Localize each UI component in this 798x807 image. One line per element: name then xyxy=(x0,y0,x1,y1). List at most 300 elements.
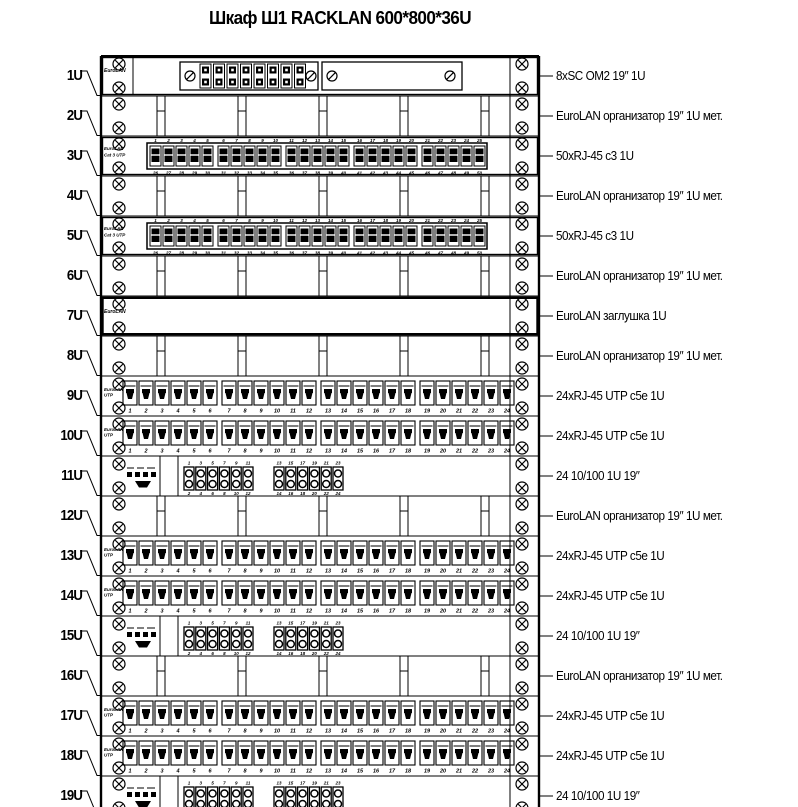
port-number: 3 xyxy=(180,217,183,223)
screw-slotted-icon xyxy=(327,71,337,81)
shape xyxy=(241,389,249,393)
shape xyxy=(135,472,140,477)
rj45-port xyxy=(222,541,236,565)
port-number: 5 xyxy=(211,780,214,786)
switch-port-pair xyxy=(321,787,331,807)
port-hole xyxy=(323,801,330,807)
shape xyxy=(471,749,479,753)
plug-shape xyxy=(290,553,297,559)
organizer-ring xyxy=(481,96,489,136)
notch xyxy=(384,243,387,246)
port-number: 45 xyxy=(408,250,415,256)
port-number: 14 xyxy=(276,651,282,656)
plug-shape xyxy=(456,393,463,399)
plug-shape xyxy=(242,553,249,559)
notch xyxy=(180,243,183,246)
port-number: 1 xyxy=(187,620,191,626)
switch-port-pair xyxy=(196,787,206,807)
port-hole xyxy=(186,630,193,637)
plug-shape xyxy=(504,753,511,759)
organizer-ring xyxy=(481,176,489,216)
port-number: 4 xyxy=(193,137,196,143)
switch-port-pair xyxy=(333,627,343,650)
plug-shape xyxy=(226,393,233,399)
leader-line xyxy=(80,671,553,696)
panel-brand-label: EuroLAN xyxy=(104,309,126,315)
port-number: 13 xyxy=(314,137,321,143)
organizer-ring xyxy=(238,96,246,136)
port-hole xyxy=(197,801,204,807)
port-number: 2 xyxy=(187,491,191,496)
shape xyxy=(356,589,364,593)
port-number: 18 xyxy=(404,608,412,615)
rj45-port xyxy=(420,741,434,765)
plug-shape xyxy=(373,593,380,599)
rj45-port xyxy=(461,146,472,166)
port-hole xyxy=(209,790,216,797)
rj45-port xyxy=(452,741,466,765)
port-number: 21 xyxy=(455,608,463,615)
rj45-port xyxy=(380,226,391,246)
plug-shape xyxy=(290,713,297,719)
switch-port-pair xyxy=(208,627,218,650)
port-number: 21 xyxy=(455,728,463,735)
rj45-port xyxy=(238,541,252,565)
rj45-port xyxy=(385,421,399,445)
shape xyxy=(503,429,511,433)
rj45-port xyxy=(500,701,514,725)
port-number: 2 xyxy=(167,217,170,223)
port-number: 12 xyxy=(305,568,313,575)
port-number: 19 xyxy=(423,728,431,735)
rj45-port xyxy=(163,226,174,246)
switch-port-pair xyxy=(309,467,319,490)
port-number: 24 xyxy=(503,448,511,455)
plug-shape xyxy=(226,593,233,599)
organizer-ring xyxy=(400,336,408,376)
organizer-ring xyxy=(481,496,489,536)
plug-shape xyxy=(341,393,348,399)
plug-shape xyxy=(504,433,511,439)
plug-shape xyxy=(274,393,281,399)
screw-icon xyxy=(516,282,528,294)
rj45-port xyxy=(484,421,498,445)
rj45-port xyxy=(321,421,335,445)
rj45-port xyxy=(238,701,252,725)
screw-icon xyxy=(516,778,528,790)
rack-row-14u xyxy=(101,578,539,616)
port-hole xyxy=(276,630,283,637)
screw-icon xyxy=(113,498,125,510)
shape xyxy=(142,549,150,553)
shape xyxy=(487,429,495,433)
screw-icon xyxy=(516,298,528,310)
plug-shape xyxy=(143,713,150,719)
port-number: 17 xyxy=(388,408,396,415)
shape xyxy=(190,389,198,393)
port-hole xyxy=(209,470,216,477)
port-hole xyxy=(299,630,306,637)
shape xyxy=(158,389,166,393)
port-number: 32 xyxy=(233,170,240,176)
rj45-port xyxy=(187,581,201,605)
organizer-ring xyxy=(400,176,408,216)
rj45-port xyxy=(270,146,281,166)
shape xyxy=(142,709,150,713)
port-number: 10 xyxy=(233,651,239,656)
switch-port-pair xyxy=(309,787,319,807)
shape xyxy=(126,709,134,713)
shape xyxy=(289,389,297,393)
rj45-port xyxy=(435,226,446,246)
port-number: 27 xyxy=(165,250,172,256)
rj45-port xyxy=(171,701,185,725)
plug-shape xyxy=(191,713,198,719)
port-number: 49 xyxy=(463,170,470,176)
shape xyxy=(471,549,479,553)
port-number: 39 xyxy=(327,170,334,176)
plug-shape xyxy=(191,393,198,399)
port-number: 36 xyxy=(288,170,295,176)
rj45-port xyxy=(270,226,281,246)
rj45-port xyxy=(406,146,417,166)
port-number: 6 xyxy=(208,728,212,735)
shape xyxy=(404,389,412,393)
port-hole xyxy=(233,470,240,477)
port-hole xyxy=(299,481,306,488)
plug-shape xyxy=(258,433,265,439)
rj45-port xyxy=(474,226,485,246)
rj45-port xyxy=(171,421,185,445)
screw-icon xyxy=(516,578,528,590)
rj45-port xyxy=(202,146,213,166)
shape xyxy=(241,589,249,593)
port-hole xyxy=(197,790,204,797)
port-number: 16 xyxy=(288,651,294,656)
port-hole xyxy=(335,481,342,488)
plug-shape xyxy=(405,753,412,759)
rj45-port xyxy=(150,226,161,246)
plug-shape xyxy=(472,553,479,559)
shape xyxy=(324,549,332,553)
port-number: 15 xyxy=(356,408,364,415)
shape xyxy=(126,389,134,393)
screw-icon xyxy=(516,98,528,110)
rj45-port xyxy=(468,581,482,605)
port-number: 4 xyxy=(199,491,203,496)
row-label-15u: 24 10/100 1U 19″ xyxy=(556,628,640,643)
port-number: 38 xyxy=(314,170,321,176)
shape xyxy=(143,632,148,637)
screw-icon xyxy=(113,682,125,694)
port-number: 2 xyxy=(144,608,148,615)
screw-icon xyxy=(516,658,528,670)
screw-icon xyxy=(113,322,125,334)
port-number: 15 xyxy=(356,448,364,455)
rj45-port xyxy=(155,541,169,565)
port-number: 41 xyxy=(356,170,363,176)
port-number: 6 xyxy=(208,768,212,775)
plug-shape xyxy=(127,753,134,759)
rj45-port xyxy=(312,146,323,166)
plug-shape xyxy=(258,753,265,759)
port-number: 10 xyxy=(273,728,281,735)
port-hole xyxy=(209,630,216,637)
port-number: 5 xyxy=(192,728,196,735)
port-number: 12 xyxy=(245,651,251,656)
rack-row-12u xyxy=(101,496,539,536)
plug-shape xyxy=(159,433,166,439)
rj45-port xyxy=(380,146,391,166)
rj45-port xyxy=(401,421,415,445)
port-number: 50 xyxy=(476,250,483,256)
port-number: 6 xyxy=(208,608,212,615)
leader-line xyxy=(80,71,553,96)
switch-port-pair xyxy=(274,627,284,650)
shape xyxy=(158,749,166,753)
port-number: 24 xyxy=(503,768,511,775)
port-number: 4 xyxy=(176,728,180,735)
plug-shape xyxy=(488,393,495,399)
screw-icon xyxy=(113,802,125,807)
port-number: 22 xyxy=(471,608,479,615)
plug-shape xyxy=(373,433,380,439)
plug-shape xyxy=(258,713,265,719)
rack-row-13u xyxy=(101,538,539,576)
plug-shape xyxy=(127,553,134,559)
rj45-port xyxy=(286,146,297,166)
port-number: 12 xyxy=(305,608,313,615)
rj45-port xyxy=(420,381,434,405)
plug-shape xyxy=(472,753,479,759)
port-number: 21 xyxy=(455,768,463,775)
row-label-8u: EuroLAN организатор 19″ 1U мет. xyxy=(556,348,723,363)
switch-port-pair xyxy=(286,787,296,807)
notch xyxy=(222,163,225,166)
shape xyxy=(388,389,396,393)
port-number: 17 xyxy=(300,620,306,626)
port-number: 20 xyxy=(408,217,415,223)
screw-icon xyxy=(113,258,125,270)
port-number: 17 xyxy=(388,568,396,575)
ferrule xyxy=(231,69,234,72)
line xyxy=(308,73,315,80)
u-label-18u: 18U xyxy=(60,747,82,764)
screw-icon xyxy=(113,522,125,534)
port-hole xyxy=(311,630,318,637)
port-number: 22 xyxy=(471,568,479,575)
shape xyxy=(340,709,348,713)
port-number: 1 xyxy=(128,768,132,775)
plug-shape xyxy=(341,553,348,559)
shape xyxy=(324,749,332,753)
shape xyxy=(241,429,249,433)
port-number: 14 xyxy=(327,217,334,223)
port-hole xyxy=(186,641,193,648)
screw-icon xyxy=(113,338,125,350)
u-label-8u: 8U xyxy=(66,347,82,364)
rj45-port xyxy=(286,421,300,445)
shape xyxy=(372,549,380,553)
screw-icon xyxy=(113,778,125,790)
shape xyxy=(471,709,479,713)
notch xyxy=(371,243,374,246)
shape xyxy=(257,709,265,713)
port-number: 16 xyxy=(356,217,363,223)
screw-icon xyxy=(113,178,125,190)
port-hole xyxy=(311,790,318,797)
shape xyxy=(127,632,132,637)
u-label-14u: 14U xyxy=(60,587,82,604)
plug-shape xyxy=(242,433,249,439)
plug-shape xyxy=(306,593,313,599)
shape xyxy=(305,589,313,593)
sc-duplex-port xyxy=(227,64,238,88)
rj45-port xyxy=(321,701,335,725)
port-number: 6 xyxy=(208,568,212,575)
port-number: 9 xyxy=(234,620,238,626)
port-number: 3 xyxy=(180,137,183,143)
port-number: 11 xyxy=(245,620,251,626)
u-label-4u: 4U xyxy=(66,187,82,204)
port-number: 24 xyxy=(503,408,511,415)
switch-port-pair xyxy=(333,467,343,490)
notch xyxy=(261,163,264,166)
port-hole xyxy=(245,790,252,797)
notch xyxy=(410,243,413,246)
port-hole xyxy=(287,641,294,648)
rj45-port xyxy=(189,146,200,166)
shape xyxy=(404,709,412,713)
port-number: 1 xyxy=(128,728,132,735)
rj45-port xyxy=(218,146,229,166)
panel-brand-label: EuroLAN xyxy=(104,547,124,552)
shape xyxy=(455,389,463,393)
port-number: 22 xyxy=(323,491,329,496)
line xyxy=(447,73,454,80)
port-number: 21 xyxy=(424,137,431,143)
shape xyxy=(126,589,134,593)
notch xyxy=(397,163,400,166)
port-number: 27 xyxy=(165,170,172,176)
plug-shape xyxy=(207,553,214,559)
row-label-13u: 24xRJ-45 UTP c5e 1U xyxy=(556,548,665,563)
plug-shape xyxy=(258,393,265,399)
notch xyxy=(410,163,413,166)
organizer-ring xyxy=(319,656,327,696)
port-hole xyxy=(197,481,204,488)
sc-duplex-port xyxy=(241,64,252,88)
port-number: 16 xyxy=(356,137,363,143)
plug-shape xyxy=(456,433,463,439)
rj45-port xyxy=(231,226,242,246)
organizer-ring xyxy=(400,96,408,136)
rj45-port xyxy=(353,741,367,765)
plug-shape xyxy=(373,753,380,759)
plug-shape xyxy=(159,553,166,559)
port-number: 15 xyxy=(288,460,294,466)
rj45-port xyxy=(369,581,383,605)
port-number: 11 xyxy=(290,768,296,775)
shape xyxy=(324,389,332,393)
port-hole xyxy=(311,801,318,807)
rj45-port xyxy=(484,741,498,765)
port-number: 1 xyxy=(154,137,157,143)
shape xyxy=(142,749,150,753)
row-label-12u: EuroLAN организатор 19″ 1U мет. xyxy=(556,508,723,523)
rj45-port xyxy=(270,381,284,405)
port-number: 5 xyxy=(192,408,196,415)
rj45-port xyxy=(187,381,201,405)
organizer-ring xyxy=(157,656,165,696)
shape xyxy=(439,709,447,713)
shape xyxy=(158,589,166,593)
port-number: 14 xyxy=(340,448,348,455)
plug-shape xyxy=(207,753,214,759)
port-number: 20 xyxy=(311,651,317,656)
plug-shape xyxy=(472,713,479,719)
rj45-port xyxy=(484,381,498,405)
panel-brand-label: EuroLAN xyxy=(104,146,124,151)
port-number: 21 xyxy=(323,620,329,626)
ferrule xyxy=(204,69,207,72)
plug-shape xyxy=(290,593,297,599)
switch-port-pair xyxy=(243,467,253,490)
rj45-port xyxy=(385,701,399,725)
shape xyxy=(340,749,348,753)
shape xyxy=(439,549,447,553)
plug-shape xyxy=(143,593,150,599)
notch xyxy=(452,163,455,166)
switch-port-pair xyxy=(333,787,343,807)
sc-module-box xyxy=(180,62,318,90)
shape xyxy=(356,389,364,393)
rj45-port xyxy=(218,226,229,246)
u-label-13u: 13U xyxy=(60,547,82,564)
plug-shape xyxy=(424,553,431,559)
rj45-port xyxy=(337,741,351,765)
rj45-port xyxy=(353,421,367,445)
port-number: 49 xyxy=(463,250,470,256)
port-number: 4 xyxy=(176,408,180,415)
ferrule xyxy=(285,81,288,84)
notch xyxy=(342,163,345,166)
port-number: 8 xyxy=(223,491,226,496)
port-number: 1 xyxy=(154,217,157,223)
notch xyxy=(222,243,225,246)
port-hole xyxy=(335,790,342,797)
rj45-port xyxy=(420,581,434,605)
port-hole xyxy=(197,630,204,637)
shape xyxy=(225,589,233,593)
shape xyxy=(206,429,214,433)
plug-shape xyxy=(274,753,281,759)
shape xyxy=(388,589,396,593)
plug-shape xyxy=(226,433,233,439)
port-number: 19 xyxy=(395,217,402,223)
plug-shape xyxy=(405,593,412,599)
port-hole xyxy=(323,641,330,648)
rj45-port xyxy=(286,226,297,246)
rj45-port xyxy=(321,381,335,405)
port-number: 2 xyxy=(144,728,148,735)
shape xyxy=(158,709,166,713)
shape xyxy=(126,549,134,553)
line xyxy=(187,73,194,80)
port-number: 23 xyxy=(335,620,341,626)
plug-shape xyxy=(143,433,150,439)
rj45-port xyxy=(222,581,236,605)
